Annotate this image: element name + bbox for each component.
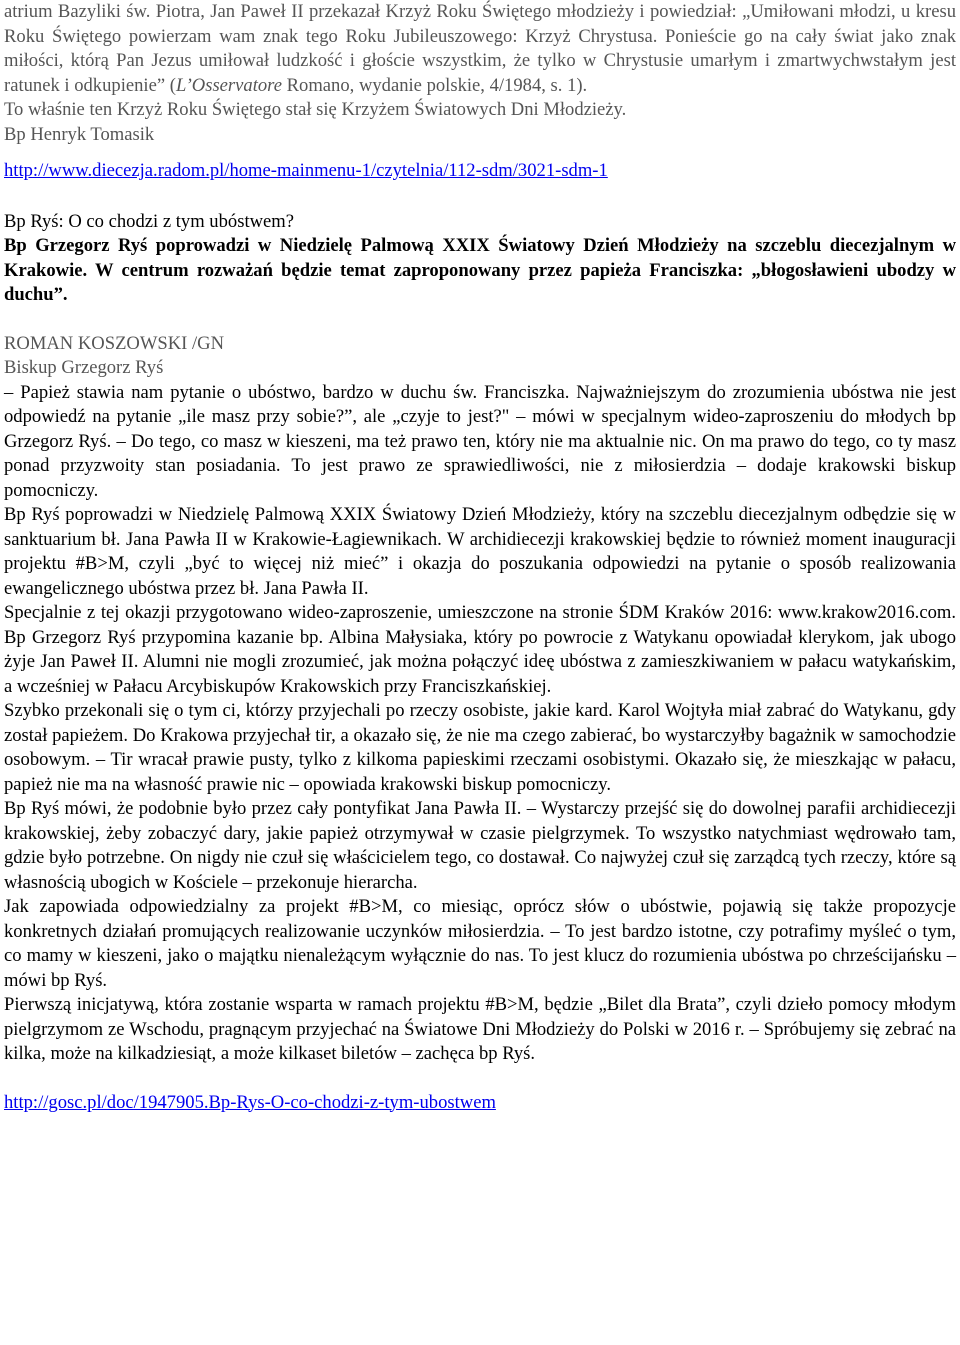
author-signature: Bp Henryk Tomasik: [4, 123, 155, 145]
article-paragraph: – Papież stawia nam pytanie o ubóstwo, bardzo w duchu św. Franciszka. Najważniejszym do zrozumienia ubóstwa nie jest odpowiedź na pytanie „ile masz przy sobie?”, ale „czyje to jest?" – mówi w specjalnym wideo-zaproszeniu do młodych bp Grzegorz Ryś. – Do tego, co masz w kieszeni, ma też prawo ten, który nie ma aktualnie nic. On ma prawo do tego, co ty masz ponad przyzwoity stan posiadania. To jest prawo ze sprawiedliwości, nie z miłosierdzia – dodaje krakowski biskup pomocniczy.: [4, 381, 956, 501]
spacer: [4, 308, 956, 332]
article-paragraph: Jak zapowiada odpowiedzialny za projekt #B>M, co miesiąc, oprócz słów o ubóstwie, pojawią się także propozycje konkretnych działań promujących realizowanie uczynków miłosierdzia. – To jest bardzo istotne, czy potrafimy myśleć o tym, co mamy w kieszeni, jako o majątku nienależącym wyłącznie do nas. To jest klucz do rozumienia ubóstwa po chrześcijańsku – mówi bp Ryś.: [4, 896, 956, 991]
spacer: [4, 1067, 956, 1091]
photo-byline: ROMAN KOSZOWSKI /GN: [4, 332, 225, 354]
spacer: [4, 184, 956, 210]
source-link-diecezja[interactable]: http://www.diecezja.radom.pl/home-mainmenu-1/czytelnia/112-sdm/3021-sdm-1: [4, 160, 608, 181]
article-paragraph: Bp Ryś mówi, że podobnie było przez cały pontyfikat Jana Pawła II. – Wystarczy przejść się do dowolnej parafii archidiecezji krakowskiej, żeby zobaczyć dary, jakie papież otrzymywał w czasie pielgrzymek. To wszystko natychmiast wędrowało tam, gdzie było potrzebne. On nigdy nie czuł się właścicielem tego, co dostawał. Co najwyżej czuł się zarządcą tych rzeczy, które są własnością ubogich w Kościele – przekonuje hierarcha.: [4, 798, 956, 893]
article-paragraph: Szybko przekonali się o tym ci, którzy przyjechali po rzeczy osobiste, jakie kard. Karol Wojtyła miał zabrać do Watykanu, gdy został papieżem. Do Krakowa przyjechał tir, a okazało się, że nie ma czego zabierać, bo wystarczyłby bagażnik w samochodzie osobowym. – Tir wracał prawie pusty, tylko z kilkoma papieskimi rzeczami osobistymi. Okazało się, że mieszkając w pałacu, papież nie ma na własność prawie nic – opowiada krakowski biskup pomocniczy.: [4, 700, 956, 795]
article-lead: Bp Grzegorz Ryś poprowadzi w Niedzielę Palmową XXIX Światowy Dzień Młodzieży na szczeblu diecezjalnym w Krakowie. W centrum rozważań będzie temat zaproponowany przez papieża Franciszka: „błogosławieni ubodzy w duchu”.: [4, 235, 956, 305]
spacer: [4, 147, 956, 159]
photo-caption: Biskup Grzegorz Ryś: [4, 357, 164, 378]
source-title: L’Osservatore: [175, 74, 282, 96]
document-page: [4, 0, 956, 1115]
article-title: Bp Ryś: O co chodzi z tym ubóstwem?: [4, 210, 295, 232]
paragraph-cross-wyd: To właśnie ten Krzyż Roku Świętego stał się Krzyżem Światowych Dni Młodzieży.: [4, 99, 627, 120]
source-link-gosc[interactable]: http://gosc.pl/doc/1947905.Bp-Rys-O-co-chodzi-z-tym-ubostwem: [4, 1091, 496, 1113]
paragraph-cross-handover: [4, 0, 956, 98]
article-paragraph: Pierwszą inicjatywą, która zostanie wsparta w ramach projektu #B>M, będzie „Bilet dla Brata”, czyli dzieło pomocy młodym pielgrzymom ze Wschodu, pragnącym przyjechać na Światowe Dni Młodzieży do Polski w 2016 r. – Spróbujemy się zebrać na kilka, może na kilkadziesiąt, a może kilkaset biletów – zachęca bp Ryś.: [4, 994, 956, 1064]
paragraph-text-end: Romano, wydanie polskie, 4/1984, s. 1).: [281, 74, 588, 96]
article-paragraph: Bp Ryś poprowadzi w Niedzielę Palmową XXIX Światowy Dzień Młodzieży, który na szczeblu diecezjalnym odbędzie się w sanktuarium bł. Jana Pawła II w Krakowie-Łagiewnikach. W archidiecezji krakowskiej będzie to również moment inauguracji projektu #B>M, czyli „być to więcej niż mieć” i okazja do poszukania odpowiedzi na pytanie o sposób realizowania ewangelicznego ubóstwa przez bł. Jana Pawła II.: [4, 504, 956, 599]
paragraph-text: atrium Bazyliki św. Piotra, Jan Paweł II przekazał Krzyż Roku Świętego młodzieży i powiedział: „Umiłowani młodzi, u kresu Roku Świętego powierzam wam znak tego Roku Jubileuszowego: Krzyż Chrystusa. Ponieście go na cały świat jako znak miłości, którą Pan Jezus umiłował ludzkość i głoście wszystkim, że tylko w Chrystusie umarłym i zmartwychwstałym jest ratunek i odkupienie” (: [4, 1, 956, 96]
article-paragraph: Specjalnie z tej okazji przygotowano wideo-zaproszenie, umieszczone na stronie ŚDM Kraków 2016: www.krakow2016.com. Bp Grzegorz Ryś przypomina kazanie bp. Albina Małysiaka, który po powrocie z Watykanu opowiadał klerykom, jak ubogo żyje Jan Paweł II. Alumni nie mogli zrozumieć, jak można połączyć ideę ubóstwa z zamieszkiwaniem w pałacu watykańskim, a wcześniej w Pałacu Arcybiskupów Krakowskich przy Franciszkańskiej.: [4, 602, 956, 697]
